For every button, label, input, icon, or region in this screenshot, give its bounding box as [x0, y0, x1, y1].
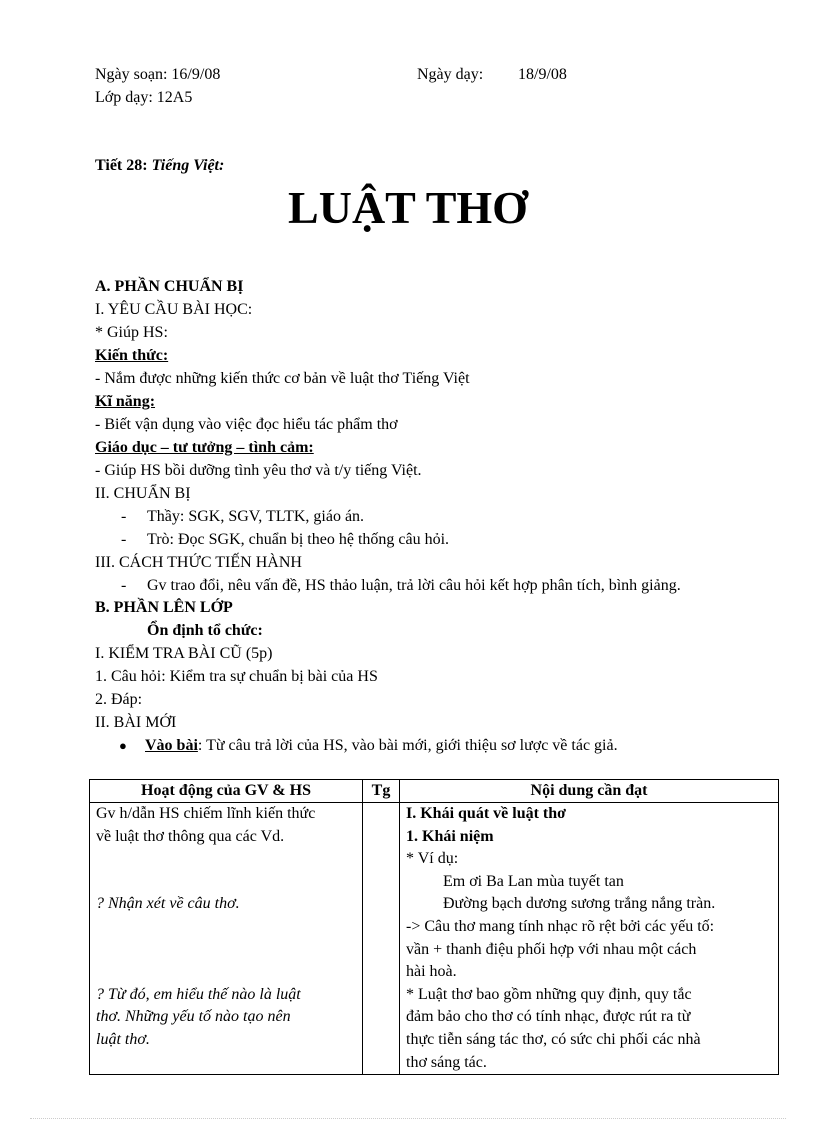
skill-label: Kĩ năng:: [95, 393, 156, 410]
skill-text: - Biết vận dụng vào việc đọc hiểu tác phẩm thơ: [95, 416, 398, 433]
class-name: Lớp dạy: 12A5: [95, 89, 193, 106]
knowledge-label: Kiến thức:: [95, 347, 169, 364]
prep-date: Ngày soạn: 16/9/08: [95, 66, 221, 83]
stabilize-heading: Ổn định tổ chức:: [147, 622, 263, 639]
definition-line: đảm bảo cho thơ có tính nhạc, được rút ra từ: [406, 1008, 691, 1026]
prep-item-student: Trò: Đọc SGK, chuẩn bị theo hệ thống câu hỏi.: [147, 531, 450, 548]
bullet-icon: ●: [119, 738, 127, 753]
header-time: Tg: [363, 780, 400, 803]
answer-line: 2. Đáp:: [95, 691, 143, 708]
subject-label: Tiếng Việt:: [151, 157, 225, 174]
definition-line: thơ sáng tác.: [406, 1053, 487, 1071]
method-heading: III. CÁCH THỨC TIẾN HÀNH: [95, 554, 302, 571]
time-cell: [363, 803, 400, 1075]
example-label: * Ví dụ:: [406, 850, 459, 868]
comment-line: -> Câu thơ mang tính nhạc rõ rệt bởi các yếu tố:: [406, 917, 715, 935]
knowledge-text: - Nắm được những kiến thức cơ bản về luật thơ Tiếng Việt: [95, 370, 470, 387]
question-line: 1. Câu hỏi: Kiểm tra sự chuẩn bị bài của HS: [95, 668, 378, 685]
definition-line: * Luật thơ bao gồm những quy định, quy tắc: [406, 985, 692, 1003]
education-text: - Giúp HS bồi dưỡng tình yêu thơ và t/y tiếng Việt.: [95, 462, 422, 479]
table-row: [90, 803, 779, 1075]
comment-line: hài hoà.: [406, 963, 457, 981]
activity-question-1: ? Nhận xét về câu thơ.: [96, 895, 240, 913]
requirements-heading: I. YÊU CẦU BÀI HỌC:: [95, 301, 253, 318]
definition-line: thực tiễn sáng tác thơ, có sức chi phối các nhà: [406, 1030, 701, 1048]
header-content: Nội dung cần đạt: [400, 780, 779, 803]
activity-intro-line: về luật thơ thông qua các Vd.: [96, 827, 285, 845]
table-header-row: [90, 780, 779, 803]
page-divider: [30, 1118, 786, 1119]
teach-date-label: Ngày dạy:: [417, 66, 484, 83]
teach-date-value: 18/9/08: [518, 66, 567, 83]
poem-line: Em ơi Ba Lan mùa tuyết tan: [443, 872, 624, 890]
activity-cell: [90, 803, 363, 1075]
content-cell: [400, 803, 779, 1075]
activity-question-2-line: ? Từ đó, em hiểu thế nào là luật: [96, 985, 301, 1003]
prep-item-teacher: Thầy: SGK, SGV, TLTK, giáo án.: [147, 508, 365, 525]
list-dash: -: [121, 508, 127, 525]
page-title: LUẬT THƠ: [288, 182, 528, 233]
new-lesson-heading: II. BÀI MỚI: [95, 714, 177, 731]
part-a-heading: A. PHẦN CHUẨN BỊ: [95, 278, 244, 295]
period-label: Tiết 28:: [95, 157, 148, 174]
header-activity: Hoạt động của GV & HS: [90, 780, 363, 803]
lesson-table: [89, 779, 779, 1075]
method-item: Gv trao đổi, nêu vấn đề, HS thảo luận, trả lời câu hỏi kết hợp phân tích, bình giảng.: [147, 577, 681, 594]
check-heading: I. KIỂM TRA BÀI CŨ (5p): [95, 645, 273, 662]
list-dash: -: [121, 577, 127, 594]
education-label: Giáo dục – tư tưởng – tình cảm:: [95, 439, 314, 456]
content-section: I. Khái quát về luật thơ: [406, 805, 566, 822]
content-subsection: 1. Khái niệm: [406, 827, 494, 845]
intro-text: : Từ câu trả lời của HS, vào bài mới, giới thiệu sơ lược về tác giả.: [197, 737, 618, 754]
prep-heading: II. CHUẨN BỊ: [95, 485, 191, 502]
part-b-heading: B. PHẦN LÊN LỚP: [95, 599, 233, 616]
activity-question-2-line: luật thơ.: [96, 1030, 150, 1048]
intro-label: Vào bài: [145, 737, 198, 754]
activity-intro-line: Gv h/dẫn HS chiếm lĩnh kiến thức: [96, 805, 316, 822]
intro-line: [145, 735, 618, 757]
help-students: * Giúp HS:: [95, 324, 168, 341]
comment-line: vần + thanh điệu phối hợp với nhau một cách: [406, 940, 697, 958]
lesson-period: [95, 157, 224, 175]
activity-question-2-line: thơ. Những yếu tố nào tạo nên: [96, 1008, 291, 1026]
list-dash: -: [121, 531, 127, 548]
poem-line: Đường bạch dương sương trắng nắng tràn.: [443, 895, 716, 913]
